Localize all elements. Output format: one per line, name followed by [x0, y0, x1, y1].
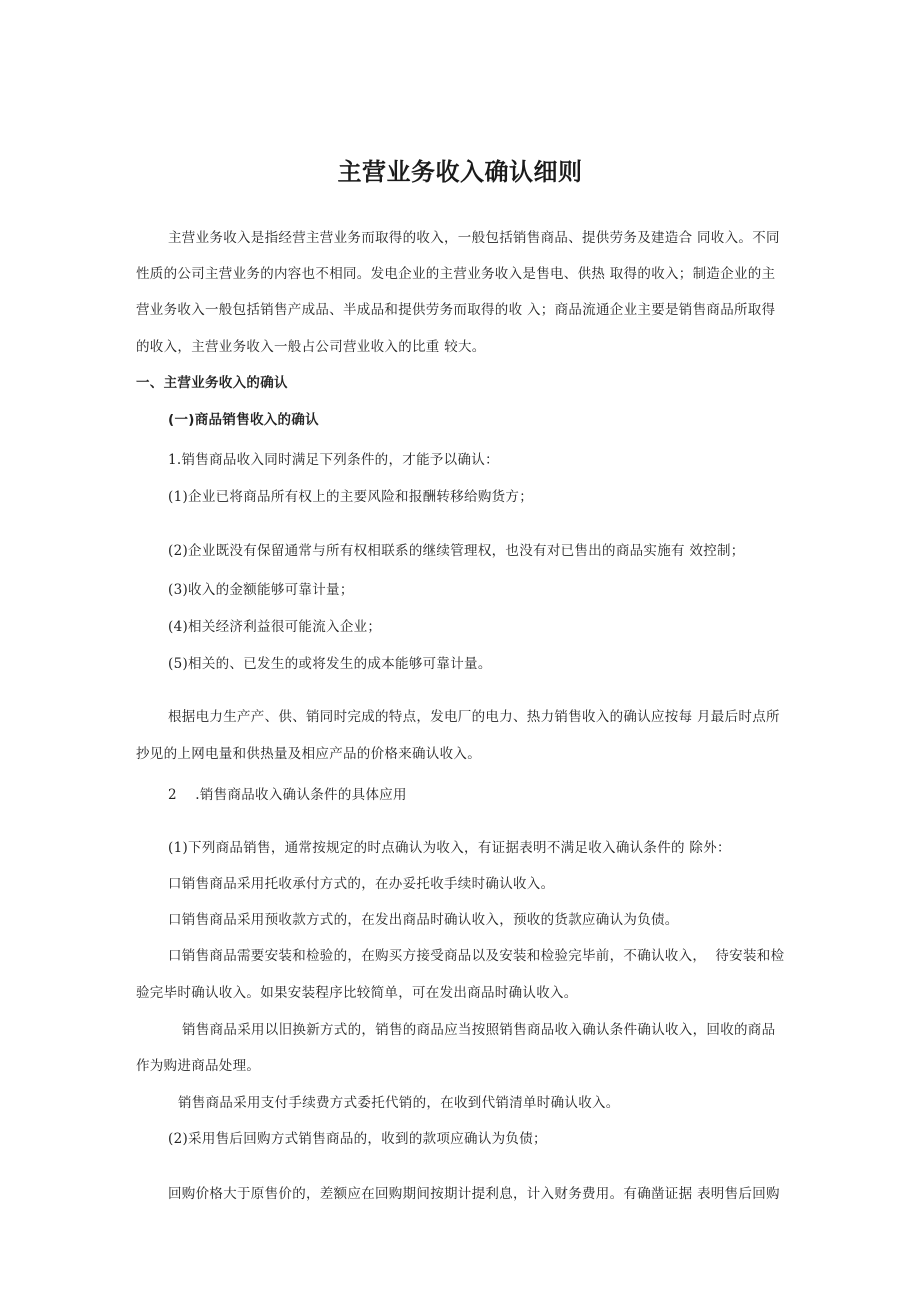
item-2: 2 .销售商品收入确认条件的具体应用	[168, 787, 407, 803]
repurchase-line: 回购价格大于原售价的，差额应在回购期间按期计提利息，计入财务费用。有确凿证据 表明售后回购	[168, 1186, 780, 1202]
condition-1: (1)企业已将商品所有权上的主要风险和报酬转移给购货方；	[168, 489, 534, 505]
power-note-line-1: 根据电力生产产、供、销同时完成的特点，发电厂的电力、热力销售收入的确认应按每 月最后时点所	[168, 709, 780, 725]
power-note-line-2: 抄见的上网电量和供热量及相应产品的价格来确认收入。	[136, 746, 481, 762]
bullet-d-line-2: 作为购进商品处理。	[136, 1058, 261, 1074]
subsection-heading: (一)商品销售收入的确认	[168, 412, 319, 428]
intro-line-3: 营业务收入一般包括销售产成品、半成品和提供劳务而取得的收 入；商品流通企业主要是销售商品所取得	[136, 302, 776, 318]
bullet-c-line-1: 口销售商品需要安装和检验的，在购买方接受商品以及安装和检验完毕前，不确认收入， 待安装和检	[168, 948, 785, 964]
bullet-d-line-1: 销售商品采用以旧换新方式的，销售的商品应当按照销售商品收入确认条件确认收入，回收的商品	[182, 1022, 776, 1038]
condition-2: (2)企业既没有保留通常与所有权相联系的继续管理权，也没有对已售出的商品实施有 效控制；	[168, 543, 745, 559]
intro-line-1: 主营业务收入是指经营主营业务而取得的收入，一般包括销售商品、提供劳务及建造合 同收入。不同	[168, 230, 780, 246]
condition-3: (3)收入的金额能够可靠计量；	[168, 582, 354, 598]
bullet-a: 口销售商品采用托收承付方式的，在办妥托收手续时确认收入。	[168, 876, 555, 892]
sub-item-2: (2)采用售后回购方式销售商品的，收到的款项应确认为负债；	[168, 1131, 547, 1147]
section-heading: 一、主营业务收入的确认	[136, 375, 288, 391]
intro-line-4: 的收入，主营业务收入一般占公司营业收入的比重 较大。	[136, 339, 486, 355]
condition-5: (5)相关的、已发生的或将发生的成本能够可靠计量。	[168, 656, 492, 672]
condition-4: (4)相关经济利益很可能流入企业；	[168, 619, 382, 635]
document-title: 主营业务收入确认细则	[337, 158, 583, 186]
bullet-c-line-2: 验完毕时确认收入。如果安装程序比较简单，可在发出商品时确认收入。	[136, 985, 578, 1001]
bullet-e: 销售商品采用支付手续费方式委托代销的，在收到代销清单时确认收入。	[178, 1095, 620, 1111]
sub-item-1: (1)下列商品销售，通常按规定的时点确认为收入，有证据表明不满足收入确认条件的 除外：	[168, 840, 731, 856]
item-1: 1.销售商品收入同时满足下列条件的，才能予以确认：	[168, 452, 499, 468]
bullet-b: 口销售商品采用预收款方式的，在发出商品时确认收入，预收的货款应确认为负债。	[168, 912, 679, 928]
intro-line-2: 性质的公司主营业务的内容也不相同。发电企业的主营业务收入是售电、供热 取得的收入；制造企业的主	[136, 266, 776, 282]
